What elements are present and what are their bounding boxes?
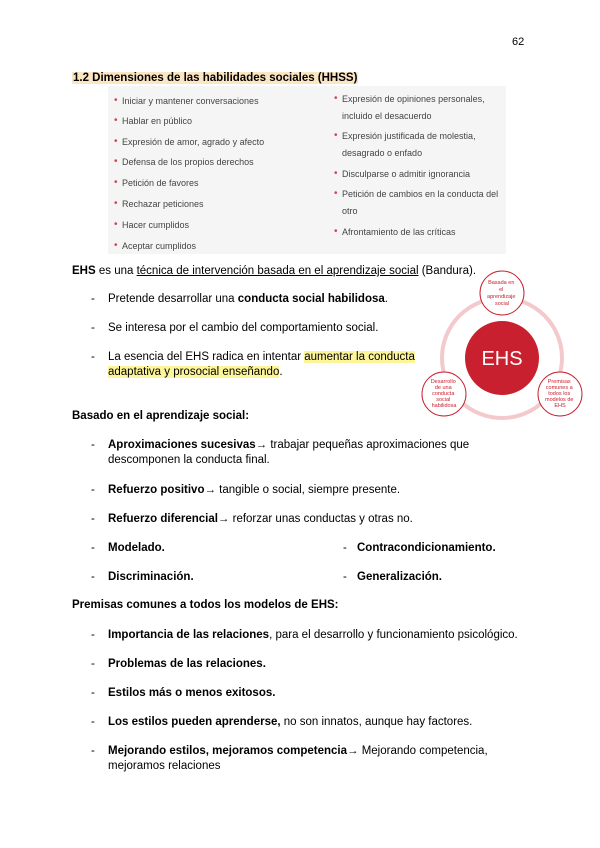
dash-bullet: - [91,322,95,334]
diagram-node-left-label: Desarrollo de una conducta social habilidosa [430,379,457,409]
bold-term: Problemas de las relaciones. [108,658,266,670]
hhss-right-item: • Expresión de opiniones personales, [334,93,485,104]
section-heading: 1.2 Dimensiones de las habilidades sociales (HHSS) [73,72,358,84]
ehs-intro [72,264,476,279]
hhss-right-item: • Disculparse o admitir ignorancia [334,168,471,179]
diagram-node-top-label: Basada en el aprendizaje social [487,280,516,307]
ehs-intro-author: (Bandura). [418,265,477,277]
dash-bullet: - [91,351,95,363]
dash-bullet: - [91,687,95,699]
hhss-right-item-cont: desagrado o enfado [342,148,423,158]
dash-bullet: - [343,571,347,583]
hhss-left-item: • Hablar en público [114,115,193,126]
hhss-right-item: • Expresión justificada de molestia, [334,130,476,141]
dash-bullet: - [91,629,95,641]
bold-term: Estilos más o menos exitosos. [108,687,276,699]
social-learning-title: Basado en el aprendizaje social: [72,410,250,422]
dash-bullet: - [91,658,95,670]
bold-term: Los estilos pueden aprenderse, [108,716,281,728]
ehs-definition: técnica de intervención basada en el aprendizaje social [136,265,419,277]
hhss-left-item: • Petición de favores [114,177,199,188]
hhss-dimensions-box [108,86,506,254]
dash-bullet: - [91,439,95,451]
bold-term: Importancia de las relaciones [108,629,270,641]
bold-term: Mejorando estilos, mejoramos competencia [108,745,348,757]
bold-term: Aproximaciones sucesivas [108,439,256,451]
dash-bullet: - [91,745,95,757]
bold-term: Refuerzo positivo [108,484,205,496]
hhss-right-item-cont: otro [342,206,358,216]
diagram-center-label: EHS [481,348,523,370]
highlight-text: adaptativa y prosocial enseñando [108,366,280,378]
premises-title: Premisas comunes a todos los modelos de EHS: [72,599,339,611]
ehs-term: EHS [72,265,96,277]
hhss-left-item: • Expresión de amor, agrado y afecto [114,136,265,147]
bold-term: Refuerzo diferencial [108,513,218,525]
diagram-node-top [480,271,524,315]
ehs-intro-text: es una [95,265,137,277]
hhss-left-item: • Aceptar cumplidos [114,240,197,251]
dash-bullet: - [91,484,95,496]
dash-bullet: - [343,542,347,554]
ehs-point-cont: adaptativa y prosocial enseñando. [108,366,283,378]
dash-bullet: - [91,716,95,728]
ehs-diagram [420,268,590,430]
diagram-node-right-label: Premisas comunes a todos los modelos de EHS [545,379,574,409]
bold-term: Generalización. [357,571,443,583]
hhss-right-item-cont: incluido el desacuerdo [342,111,432,121]
social-learning-item-cont: descomponen la conducta final. [108,454,270,466]
page-number: 62 [512,36,525,48]
dash-bullet: - [91,542,95,554]
dash-bullet: - [91,571,95,583]
hhss-left-item: • Rechazar peticiones [114,198,204,209]
highlight-text: aumentar la conducta [304,351,415,363]
hhss-right-item: • Petición de cambios en la conducta del [334,188,499,199]
hhss-left-item: • Defensa de los propios derechos [114,156,254,167]
bold-term: conducta social habilidosa [237,293,385,305]
premise-item-cont: mejoramos relaciones [108,760,221,772]
hhss-left-item: • Hacer cumplidos [114,219,190,230]
dash-bullet: - [91,293,95,305]
hhss-left-item: • Iniciar y mantener conversaciones [114,95,259,106]
hhss-right-item: • Afrontamiento de las críticas [334,226,456,237]
bold-term: Contracondicionamiento. [357,542,496,554]
dash-bullet: - [91,513,95,525]
